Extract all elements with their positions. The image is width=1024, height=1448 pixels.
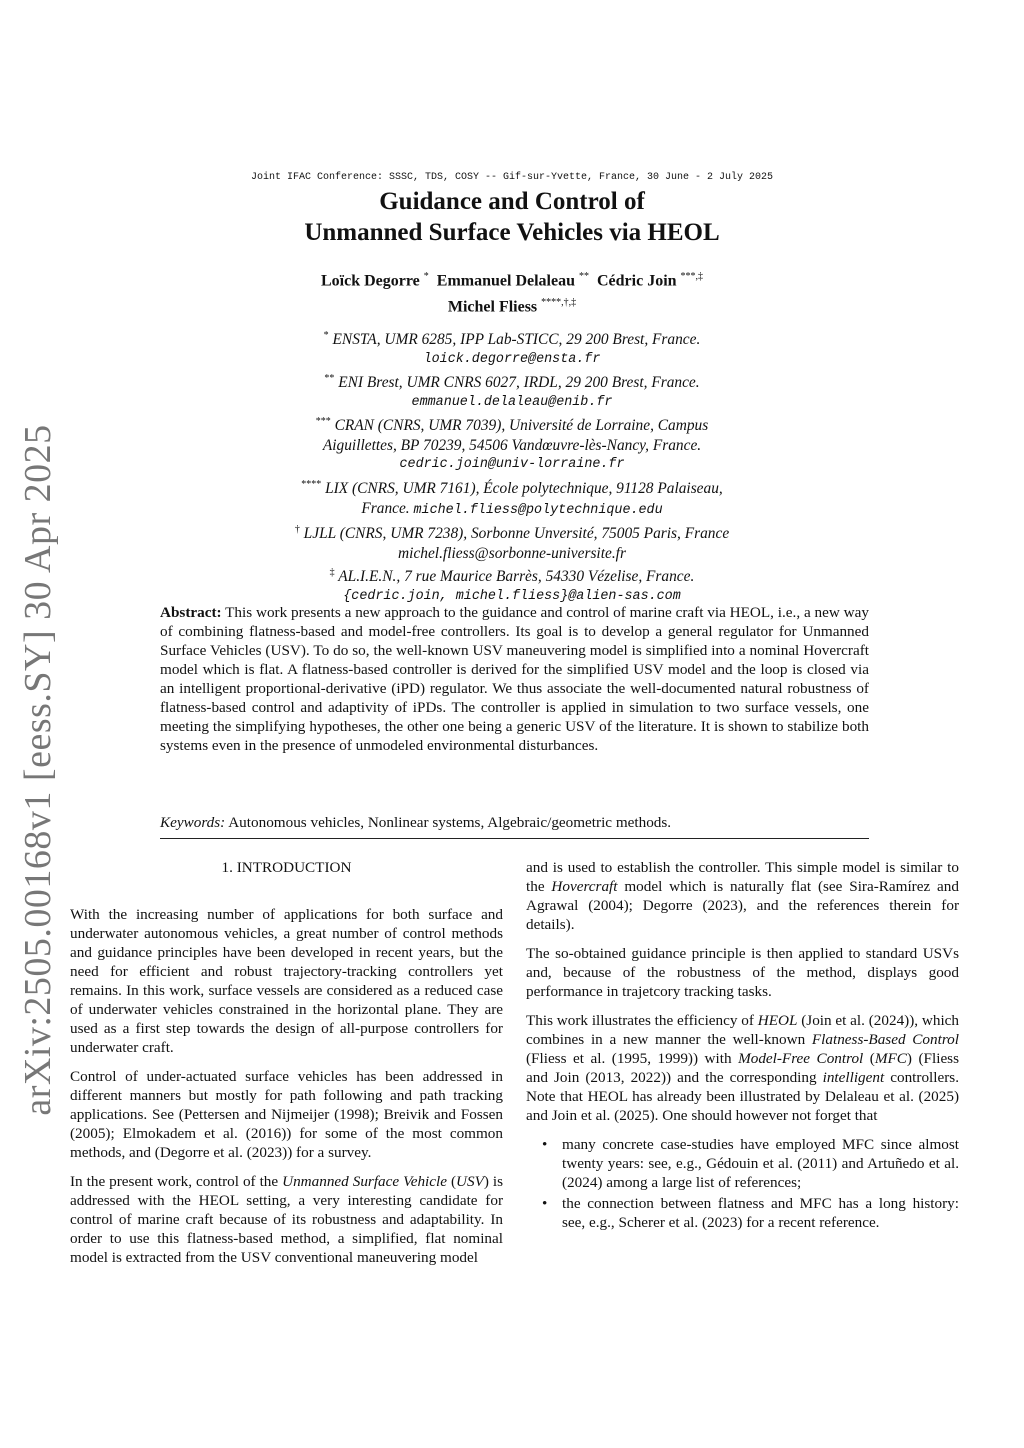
author-name: Michel Fliess (447, 298, 538, 316)
text-run: (Fliess et al. (1995, 1999)) with (526, 1050, 739, 1067)
email-link[interactable]: michel.fliess@polytechnique.edu (413, 502, 663, 518)
text-run: ) (Fliess and Join (2013, 2022)) and the corresponding (526, 1050, 960, 1086)
affiliation-3-line-2: Aiguillettes, BP 70239, 54506 Vandœuvre-lès-Nancy, France. (322, 436, 702, 454)
emphasis: intelligent (822, 1069, 885, 1086)
author-mark: ** (578, 271, 589, 282)
paragraph: Control of under-actuated surface vehicles has been addressed in different manners but mostly for path following and path tracking applications. See (Pettersen and Nijmeijer (1998); Breivik and Fossen (2005); Elmokadem et al. (2016)) for some of the most common methods, and (Degorre et al. (2023)) for a survey. (70, 1068, 503, 1161)
text-run: ( (446, 1173, 457, 1190)
author-list (0, 266, 1024, 319)
author-name: Cédric Join (596, 272, 677, 290)
email-link[interactable]: emmanuel.delaleau@enib.fr (411, 394, 613, 410)
affiliations (180, 326, 844, 606)
affiliation-6: AL.I.E.N., 7 rue Maurice Barrès, 54330 Vézelise, France. (338, 568, 695, 586)
arxiv-id-label: arXiv:2505.00168v1 [eess.SY] 30 Apr 2025 (17, 424, 59, 1116)
text-run: ) is addressed with the HEOL setting, a very interesting candidate for control of marine craft because of its robustness and adaptability. In order to use this flatness-based method, a simplified, flat nominal model is extracted from the USV conventional maneuvering model (70, 1173, 504, 1266)
emphasis: HEOL (757, 1012, 798, 1029)
affiliation-4: LIX (CNRS, UMR 7161), École polytechnique, 91128 Palaiseau, (325, 480, 723, 497)
abstract-label: Abstract: (160, 604, 222, 621)
abstract (160, 603, 869, 755)
emphasis: Flatness-Based Control (811, 1031, 959, 1048)
title-line-2: Unmanned Surface Vehicles via HEOL (304, 219, 720, 246)
author-mark: * (423, 271, 429, 282)
paragraph (70, 1172, 503, 1267)
bullet-list (526, 1135, 959, 1232)
emphasis: USV (456, 1173, 484, 1190)
email-link[interactable]: loick.degorre@ensta.fr (423, 351, 601, 367)
paragraph: With the increasing number of applications for both surface and underwater autonomous vehicles, a great number of control methods and guidance principles have been developed in recent years, but the need for efficient and robust trajectory-tracking controllers yet remains. In this work, surface vessels are considered as a reduced case of underwater vehicles constrained in the horizontal plane. They are used as a first step towards the design of all-purpose controllers for underwater craft. (70, 906, 503, 1056)
text-run: and is used to establish the controller. This simple model is similar to the (526, 859, 959, 895)
left-column (70, 858, 503, 1277)
text-run: In the present work, control of the (70, 1173, 283, 1190)
paragraph: The so-obtained guidance principle is then applied to standard USVs and, because of the robustness of the method, displays good performance in trajetcory tracking tasks. (526, 945, 959, 1000)
affil-mark: ‡ (329, 567, 335, 579)
email-link[interactable]: {cedric.join, michel.fliess}@alien-sas.com (343, 588, 681, 604)
email-link[interactable]: michel.fliess@sorbonne-universite.fr (398, 544, 626, 562)
list-item: • the connection between flatness and MFC has a long history: see, e.g., Scherer et al. (2023) for a recent reference. (562, 1194, 959, 1232)
paper-title (0, 186, 1024, 248)
author-mark: ****,†,‡ (541, 297, 577, 309)
email-link[interactable]: cedric.join@univ-lorraine.fr (399, 457, 625, 473)
abstract-text: This work presents a new approach to the guidance and control of marine craft via HEOL, i.e., a new way of combining flatness-based and model-free controllers. Its goal is to develop a general regulator for Unmanned Surface Vehicles (USV). To do so, the well-known USV maneuvering model is simplified into a nominal Hovercraft model which is flat. A flatness-based controller is derived for the simplified USV model and the loop is closed via an intelligent proportional-derivative (iPD) regulator. We thus associate the well-documented natural robustness of flatness-based control and adaptivity of iPDs. The controller is applied in simulation to two surface vessels, one meeting the simplifying hypotheses, the other one being a generic USV of the literature. It is shown to stabilize both systems even in the presence of unmodeled environmental disturbances. (160, 604, 869, 754)
keywords-label: Keywords: (160, 814, 226, 831)
affil-mark: ** (324, 373, 335, 385)
emphasis: Unmanned Surface Vehicle (282, 1173, 447, 1190)
affil-mark: *** (315, 416, 331, 428)
author-name: Loïck Degorre (320, 272, 420, 290)
paragraph (526, 858, 959, 934)
affiliation-5: LJLL (CNRS, UMR 7238), Sorbonne Unversité, 75005 Paris, France (303, 525, 730, 543)
section-heading: 1. INTRODUCTION (221, 859, 352, 876)
affiliation-4-line-2: France. (361, 499, 410, 517)
divider (160, 838, 869, 839)
text-run: controllers. Note that HEOL has already been illustrated by Delaleau et al. (2025) and Join et al. (2025). One should however not forget that (526, 1069, 959, 1124)
affil-mark: * (323, 330, 329, 341)
list-item: • many concrete case-studies have employed MFC since almost twenty years: see, e.g., Gédouin et al. (2011) and Artuñedo et al. (2024) among a large list of references; (562, 1135, 959, 1192)
paragraph (526, 1011, 959, 1125)
right-column (526, 858, 959, 1234)
keywords-text: Autonomous vehicles, Nonlinear systems, Algebraic/geometric methods. (228, 814, 672, 831)
title-line-1: Guidance and Control of (379, 188, 645, 215)
text-run: ( (863, 1050, 875, 1067)
affil-mark: † (294, 524, 300, 535)
emphasis: Model-Free Control (738, 1050, 864, 1067)
emphasis: MFC (874, 1050, 907, 1067)
author-mark: ***,‡ (680, 271, 704, 282)
keywords (160, 814, 869, 832)
affiliation-1: ENSTA, UMR 6285, IPP Lab-STICC, 29 200 Brest, France. (332, 331, 701, 349)
text-run: model which is naturally flat (see Sira-Ramírez and Agrawal (2004); Degorre (2023), and the references therein for details). (526, 878, 959, 933)
conference-line: Joint IFAC Conference: SSSC, TDS, COSY -- Gif-sur-Yvette, France, 30 June - 2 July 2025 (250, 172, 774, 183)
affiliation-2: ENI Brest, UMR CNRS 6027, IRDL, 29 200 Brest, France. (338, 374, 700, 392)
author-name: Emmanuel Delaleau (436, 272, 575, 290)
affil-mark: **** (301, 478, 322, 490)
emphasis: Hovercraft (551, 878, 618, 895)
text-run: This work illustrates the efficiency of (526, 1012, 758, 1029)
affiliation-3: CRAN (CNRS, UMR 7039), Université de Lorraine, Campus (334, 417, 709, 435)
text-run: (Join et al. (2024)), which combines in a new manner the well-known (526, 1012, 960, 1048)
